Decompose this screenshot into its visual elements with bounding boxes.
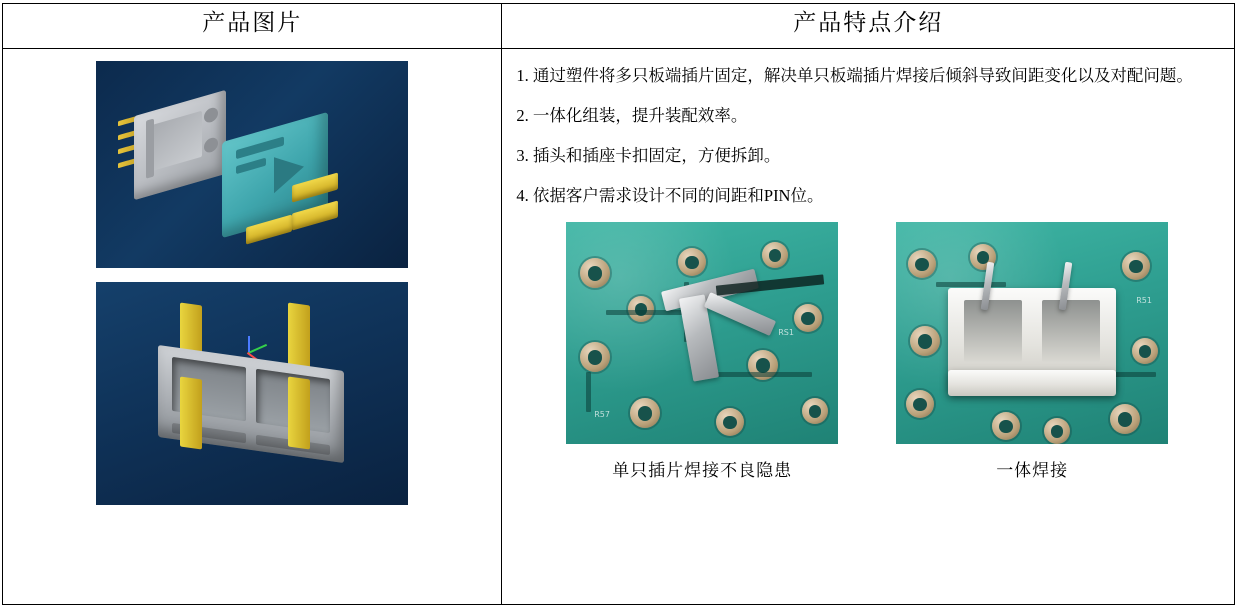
two-way-housing-render	[96, 282, 408, 505]
document-page	[0, 3, 1237, 612]
integrated-solder-photo: R51	[896, 222, 1168, 444]
photo-caption-integrated: 一体焊接	[996, 461, 1069, 481]
feature-item-3: 3. 插头和插座卡扣固定，方便拆卸。	[516, 146, 781, 166]
header-part	[134, 90, 226, 200]
header-product-features: 产品特点介绍	[502, 4, 1235, 49]
table-content-row	[3, 49, 1235, 605]
feature-item-4: 4. 依据客户需求设计不同的间距和PIN位。	[516, 186, 824, 206]
photo-block-single-blade	[566, 222, 838, 481]
table-header-row	[3, 4, 1235, 49]
product-spec-table	[2, 3, 1235, 605]
product-image-cell	[3, 49, 502, 605]
product-feature-cell	[502, 49, 1235, 605]
photo-comparison	[516, 222, 1218, 481]
feature-item-2: 2. 一体化组装，提升装配效率。	[516, 106, 748, 126]
connector-assembly-render	[96, 61, 408, 268]
photo-caption-single-blade: 单只插片焊接不良隐患	[612, 461, 793, 481]
feature-item-1: 1. 通过塑件将多只板端插片固定，解决单只板端插片焊接后倾斜导致间距变化以及对配问题。	[516, 66, 1193, 85]
photo-block-integrated	[896, 222, 1168, 481]
feature-list	[516, 63, 1218, 208]
header-product-image: 产品图片	[3, 4, 502, 49]
single-blade-solder-defect-photo: RS1 R57	[566, 222, 838, 444]
